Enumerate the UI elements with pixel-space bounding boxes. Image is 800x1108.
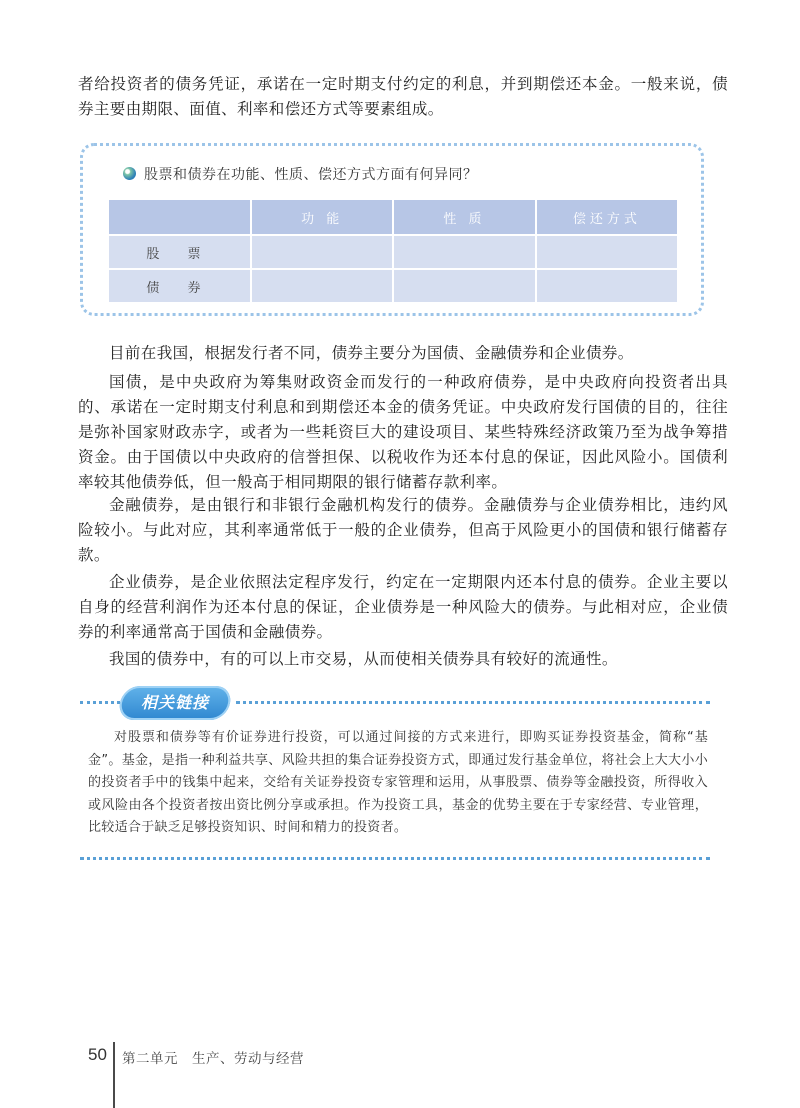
related-link-badge — [117, 686, 233, 720]
footer-divider — [113, 1042, 115, 1108]
bullet-icon — [123, 167, 136, 180]
body-paragraph: 国债，是中央政府为筹集财政资金而发行的一种政府债券，是中央政府向投资者出具的、承诺在一定时期支付利息和到期偿还本金的债务凭证。中央政府发行国债的目的，往往是弥补国家财政赤字，或者为一些耗资巨大的建设项目、某些特殊经济政策乃至为战争筹措资金。由于国债以中央政府的信誉担保、以税收作为还本付息的保证，因此风险小。国债利率较其他债券低，但一般高于相同期限的银行储蓄存款利率。 — [78, 373, 728, 491]
table-cell — [251, 235, 393, 269]
table-cell — [251, 269, 393, 303]
question-line — [123, 164, 478, 184]
table-cell — [536, 269, 678, 303]
footer-section-title: 第二单元 生产、劳动与经营 — [122, 1051, 304, 1067]
row-label-bond: 债 券 — [108, 269, 251, 303]
related-link-text: 对股票和债券等有价证券进行投资，可以通过间接的方式来进行，即购买证券投资基金，简称“基金”。基金，是指一种利益共享、风险共担的集合证券投资方式，即通过发行基金单位，将社会上大大小小的投资者手中的钱集中起来，交给有关证券投资专家管理和运用，从事股票、债券等金融投资，所得收入或风险由各个投资者按出资比例分享或承担。作为投资工具，基金的优势主要在于专家经营、专业管理，比较适合于缺乏足够投资知识、时间和精力的投资者。 — [88, 730, 708, 835]
body-paragraph: 我国的债券中，有的可以上市交易，从而使相关债券具有较好的流通性。 — [109, 650, 618, 668]
table-row — [108, 235, 678, 269]
intro-paragraph: 者给投资者的债务凭证，承诺在一定时期支付约定的利息，并到期偿还本金。一般来说，债券主要由期限、面值、利率和偿还方式等要素组成。 — [78, 75, 728, 118]
table-header-repayment: 偿还方式 — [536, 199, 678, 235]
related-link-title: 相关链接 — [140, 693, 209, 712]
body-paragraph: 金融债券，是由银行和非银行金融机构发行的债券。金融债券与企业债券相比，违约风险较小。与此对应，其利率通常低于一般的企业债券，但高于风险更小的国债和银行储蓄存款。 — [78, 496, 728, 564]
comparison-table — [107, 198, 679, 304]
question-box — [80, 143, 704, 316]
table-header-blank — [108, 199, 251, 235]
question-text: 股票和债券在功能、性质、偿还方式方面有何异同？ — [144, 167, 478, 183]
page-number: 50 — [88, 1045, 107, 1064]
table-cell — [393, 269, 535, 303]
body-paragraph: 目前在我国，根据发行者不同，债券主要分为国债、金融债券和企业债券。 — [109, 344, 634, 362]
table-header-row — [108, 199, 678, 235]
related-bottom-border — [80, 857, 710, 860]
table-row — [108, 269, 678, 303]
related-top-border-right — [236, 701, 710, 704]
related-top-border-left — [80, 701, 120, 704]
body-paragraph: 企业债券，是企业依照法定程序发行，约定在一定期限内还本付息的债券。企业主要以自身的经营利润作为还本付息的保证，企业债券是一种风险大的债券。与此相对应，企业债券的利率通常高于国债和金融债券。 — [78, 573, 728, 641]
table-cell — [536, 235, 678, 269]
table-cell — [393, 235, 535, 269]
row-label-stock: 股 票 — [108, 235, 251, 269]
table-header-nature: 性 质 — [393, 199, 535, 235]
table-header-function: 功 能 — [251, 199, 393, 235]
